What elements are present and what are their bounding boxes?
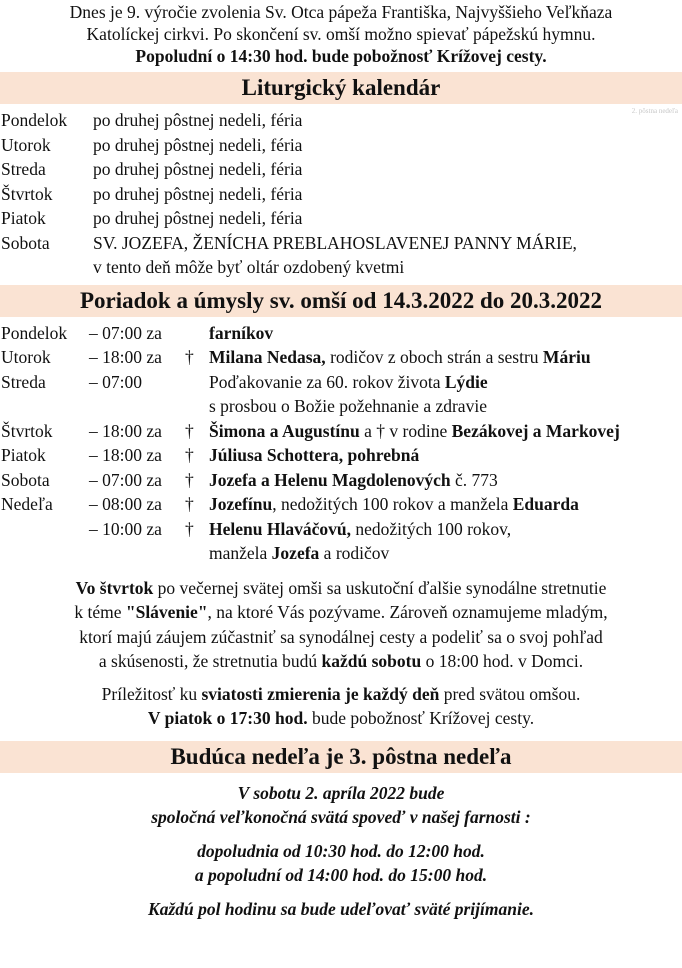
omse-heading (0, 285, 682, 317)
buduca-line-1: V sobotu 2. apríla 2022 bude (237, 782, 445, 803)
spoved-paragraph (0, 682, 682, 731)
kalendar-row (1, 206, 682, 231)
kalendar-day: Sobota (1, 232, 50, 253)
intention-text: s prosbou o Božie požehnanie a zdravie (209, 396, 487, 416)
kalendar-text: po druhej pôstnej nedeli, féria (93, 159, 303, 179)
cross-mark: † (185, 469, 194, 490)
intention-text: rodičov z oboch strán a sestru (325, 347, 543, 367)
mass-row (1, 419, 682, 444)
mass-intention (209, 321, 682, 346)
mass-row (1, 541, 682, 566)
buduca-line-4: a popoludní od 14:00 hod. do 15:00 hod. (194, 864, 488, 885)
intention-bold: Lýdie (444, 371, 488, 392)
intention-text: nedožitých 100 rokov, (350, 518, 512, 539)
cross-mark (185, 370, 209, 395)
mass-day: Pondelok (1, 322, 68, 343)
cross-mark: † (185, 420, 194, 441)
mass-row (1, 394, 682, 419)
synod-line-2: k téme "Slávenie", na ktoré Vás pozývame. Zároveň oznamujeme mladým, (74, 602, 608, 622)
intention-text: Poďakovanie za 60. rokov života (209, 371, 445, 392)
kalendar-heading (0, 72, 682, 115)
mass-intention (209, 541, 682, 566)
mass-time: – 07:00 (89, 371, 142, 392)
kalendar-continuation: v tento deň môže byť oltár ozdobený kvetmi (93, 257, 405, 277)
intro-line-3: Popoludní o 14:30 hod. bude pobožnosť Krížovej cesty. (135, 46, 547, 66)
mass-row (1, 345, 682, 370)
mass-intention (209, 394, 682, 419)
mass-intention (209, 492, 682, 517)
intention-bold: Júliusa Schottera, pohrebná (209, 445, 420, 465)
synod-line-1: Vo štvrtok po večernej svätej omši sa uskutoční ďalšie synodálne stretnutie (75, 577, 607, 598)
intention-bold: farníkov (209, 322, 274, 343)
buduca-title: Budúca nedeľa je 3. pôstna nedeľa (170, 743, 512, 769)
mass-day: Štvrtok (1, 420, 53, 441)
mass-time: – 18:00 za (89, 445, 162, 465)
mass-time (89, 394, 185, 419)
mass-time (89, 541, 185, 566)
intention-bold: Jozefa a Helenu Magdolenových (209, 469, 451, 490)
intention-bold: Máriu (542, 347, 591, 367)
intention-bold: Jozefínu (209, 494, 273, 514)
buduca-heading (0, 741, 682, 773)
mass-day: Sobota (1, 469, 50, 490)
faint-note: 2. pôstna nedeľa (631, 107, 678, 115)
kalendar-day: Piatok (1, 208, 46, 228)
cross-mark (185, 541, 209, 566)
mass-intention (209, 517, 682, 542)
kalendar-day: Štvrtok (1, 183, 53, 204)
mass-intention (209, 468, 682, 493)
mass-time: – 08:00 za (89, 494, 162, 514)
cross-mark (185, 394, 209, 419)
mass-intention (209, 419, 682, 444)
intention-text: , nedožitých 100 rokov a manžela (272, 494, 513, 514)
kalendar-text: po druhej pôstnej nedeli, féria (93, 183, 303, 204)
mass-row (1, 370, 682, 395)
kalendar-text: po druhej pôstnej nedeli, féria (93, 134, 303, 155)
mass-day: Piatok (1, 445, 46, 465)
cross-mark: † (185, 494, 194, 514)
synod-line-3: ktorí majú záujem zúčastniť sa synodálnej cesty a podeliť sa o svoj pohľad (79, 626, 603, 647)
kalendar-day (1, 255, 93, 280)
synod-paragraph (0, 576, 682, 674)
kalendar-row (1, 231, 682, 256)
intention-text: manžela (209, 543, 272, 563)
intention-text: a † v rodine (359, 420, 452, 441)
intro-line-2: Katolíckej cirkvi. Po skončení sv. omší možno spievať pápežskú hymnu. (86, 24, 596, 44)
kalendar-day: Streda (1, 159, 46, 179)
mass-day: Nedeľa (1, 494, 53, 514)
mass-intention (209, 370, 682, 395)
intro (0, 0, 682, 67)
mass-time: – 07:00 za (89, 469, 162, 490)
buduca-line-5: Každú pol hodinu sa bude udeľovať sväté prijímanie. (148, 898, 534, 919)
omse-list (0, 321, 682, 566)
mass-intention (209, 345, 682, 370)
mass-intention (209, 443, 682, 468)
mass-day (1, 517, 89, 542)
mass-time: – 10:00 za (89, 518, 162, 539)
mass-day (1, 394, 89, 419)
omse-title: Poriadok a úmysly sv. omší od 14.3.2022 do 20.3.2022 (79, 287, 603, 313)
mass-row (1, 321, 682, 346)
cross-mark: † (185, 347, 194, 367)
kalendar-title: Liturgický kalendár (241, 75, 441, 100)
mass-day (1, 541, 89, 566)
mass-row (1, 443, 682, 468)
mass-row (1, 492, 682, 517)
intention-bold: Eduarda (512, 494, 579, 514)
intention-bold: Helenu Hlaváčovú, (209, 518, 351, 539)
intention-text: a rodičov (319, 543, 390, 563)
kalendar-text: SV. JOZEFA, ŽENÍCHA PREBLAHOSLAVENEJ PANNY MÁRIE, (93, 232, 577, 253)
kalendar-text: po druhej pôstnej nedeli, féria (93, 110, 303, 130)
cross-mark: † (185, 445, 194, 465)
buduca-line-2: spoločná veľkonočná svätá spoveď v našej farnosti : (151, 806, 531, 827)
mass-row (1, 517, 682, 542)
mass-time: – 18:00 za (89, 420, 162, 441)
kalendar-row (1, 133, 682, 158)
kalendar-list (0, 108, 682, 280)
mass-time: – 18:00 za (89, 347, 162, 367)
kalendar-day: Utorok (1, 134, 51, 155)
mass-time: – 07:00 za (89, 322, 162, 343)
intention-text: č. 773 (450, 469, 498, 490)
kalendar-text: po druhej pôstnej nedeli, féria (93, 208, 303, 228)
kalendar-day: Pondelok (1, 110, 68, 130)
kalendar-row (1, 182, 682, 207)
intention-bold: Jozefa (271, 543, 320, 563)
cross-mark (185, 321, 209, 346)
spoved-line-1: Príležitosť ku sviatosti zmierenia je každý deň pred svätou omšou. (101, 683, 581, 704)
intention-bold: Šimona a Augustínu (209, 420, 360, 441)
kalendar-row (1, 255, 682, 280)
mass-row (1, 468, 682, 493)
intro-line-1: Dnes je 9. výročie zvolenia Sv. Otca pápeža Františka, Najvyššieho Veľkňaza (69, 2, 613, 22)
buduca-line-3: dopoludnia od 10:30 hod. do 12:00 hod. (197, 840, 485, 861)
kalendar-row (1, 108, 682, 133)
mass-day: Streda (1, 371, 46, 392)
spoved-line-2: V piatok o 17:30 hod. bude pobožnosť Krížovej cesty. (147, 708, 535, 728)
intention-bold: Milana Nedasa, (209, 347, 326, 367)
synod-line-4: a skúsenosti, že stretnutia budú každú sobotu o 18:00 hod. v Domci. (98, 651, 584, 671)
cross-mark: † (185, 518, 194, 539)
mass-day: Utorok (1, 347, 51, 367)
intention-bold: Bezákovej a Markovej (451, 420, 620, 441)
buduca-text (0, 781, 682, 921)
kalendar-row (1, 157, 682, 182)
